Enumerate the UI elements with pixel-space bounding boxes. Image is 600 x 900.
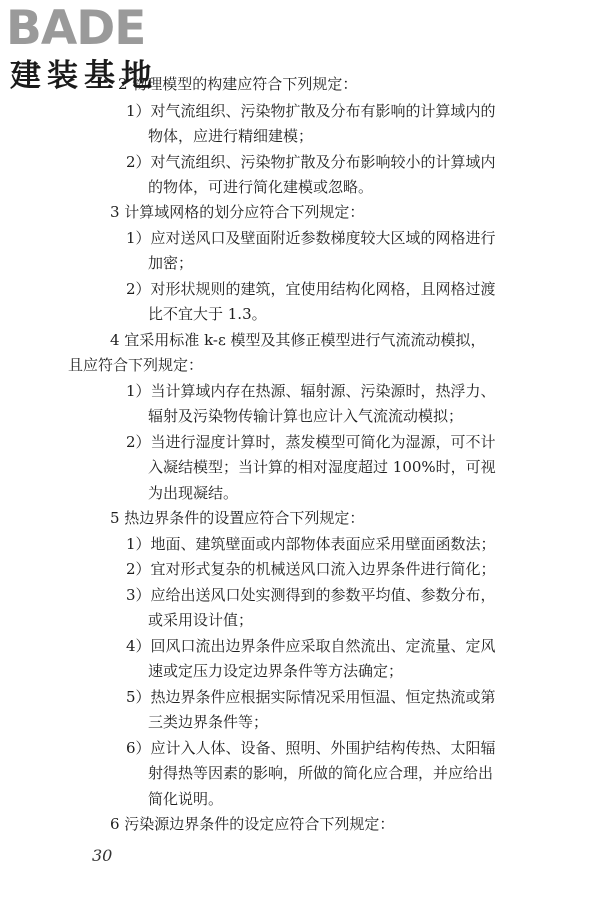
list-item-continuation: 加密； [148, 254, 194, 272]
list-item: 1）对气流组织、污染物扩散及分布有影响的计算域内的 [126, 102, 496, 120]
page-number: 30 [92, 846, 113, 865]
list-item: 2）宜对形式复杂的机械送风口流入边界条件进行简化； [126, 560, 496, 578]
list-item: 5）热边界条件应根据实际情况采用恒温、恒定热流或第 [126, 688, 496, 706]
logo-top-text: BADE [6, 1, 146, 56]
clause-continuation: 且应符合下列规定： [68, 356, 204, 374]
list-item-continuation: 辐射及污染物传输计算也应计入气流流动模拟； [148, 407, 464, 425]
list-item-continuation: 物体，应进行精细建模； [148, 127, 314, 145]
clause-heading: 5 热边界条件的设置应符合下列规定： [110, 509, 365, 527]
list-item: 2）对形状规则的建筑，宜使用结构化网格，且网格过渡 [126, 280, 496, 298]
list-item: 1）应对送风口及壁面附近参数梯度较大区域的网格进行 [126, 229, 496, 247]
list-item-continuation: 入凝结模型；当计算的相对湿度超过 100%时，可视 [148, 458, 496, 476]
list-item: 2）对气流组织、污染物扩散及分布影响较小的计算域内 [126, 153, 496, 171]
list-item-continuation: 射得热等因素的影响，所做的简化应合理，并应给出 [148, 764, 494, 782]
list-item: 3）应给出送风口处实测得到的参数平均值、参数分布， [126, 586, 496, 604]
clause-heading: 6 污染源边界条件的设定应符合下列规定： [110, 815, 395, 833]
list-item: 2）当进行湿度计算时，蒸发模型可简化为湿源，可不计 [126, 433, 496, 451]
list-item-continuation: 比不宜大于 1.3。 [148, 305, 267, 323]
list-item: 1）地面、建筑壁面或内部物体表面应采用壁面函数法； [126, 535, 496, 553]
logo-bottom-text: 建装基地 [10, 58, 158, 94]
list-item: 4）回风口流出边界条件应采取自然流出、定流量、定风 [126, 637, 496, 655]
list-item-continuation: 或采用设计值； [148, 611, 254, 629]
clause-heading: 2 物理模型的构建应符合下列规定： [118, 75, 358, 93]
list-item-continuation: 的物体，可进行简化建模或忽略。 [148, 178, 374, 196]
list-item-continuation: 速或定压力设定边界条件等方法确定； [148, 662, 404, 680]
list-item-continuation: 三类边界条件等； [148, 713, 269, 731]
clause-heading: 3 计算域网格的划分应符合下列规定： [110, 203, 365, 221]
list-item: 6）应计入人体、设备、照明、外围护结构传热、太阳辐 [126, 739, 496, 757]
list-item-continuation: 简化说明。 [148, 790, 224, 808]
clause-heading: 4 宜采用标准 k-ε 模型及其修正模型进行气流流动模拟， [110, 331, 486, 349]
list-item-continuation: 为出现凝结。 [148, 484, 239, 502]
list-item: 1）当计算域内存在热源、辐射源、污染源时，热浮力、 [126, 382, 496, 400]
